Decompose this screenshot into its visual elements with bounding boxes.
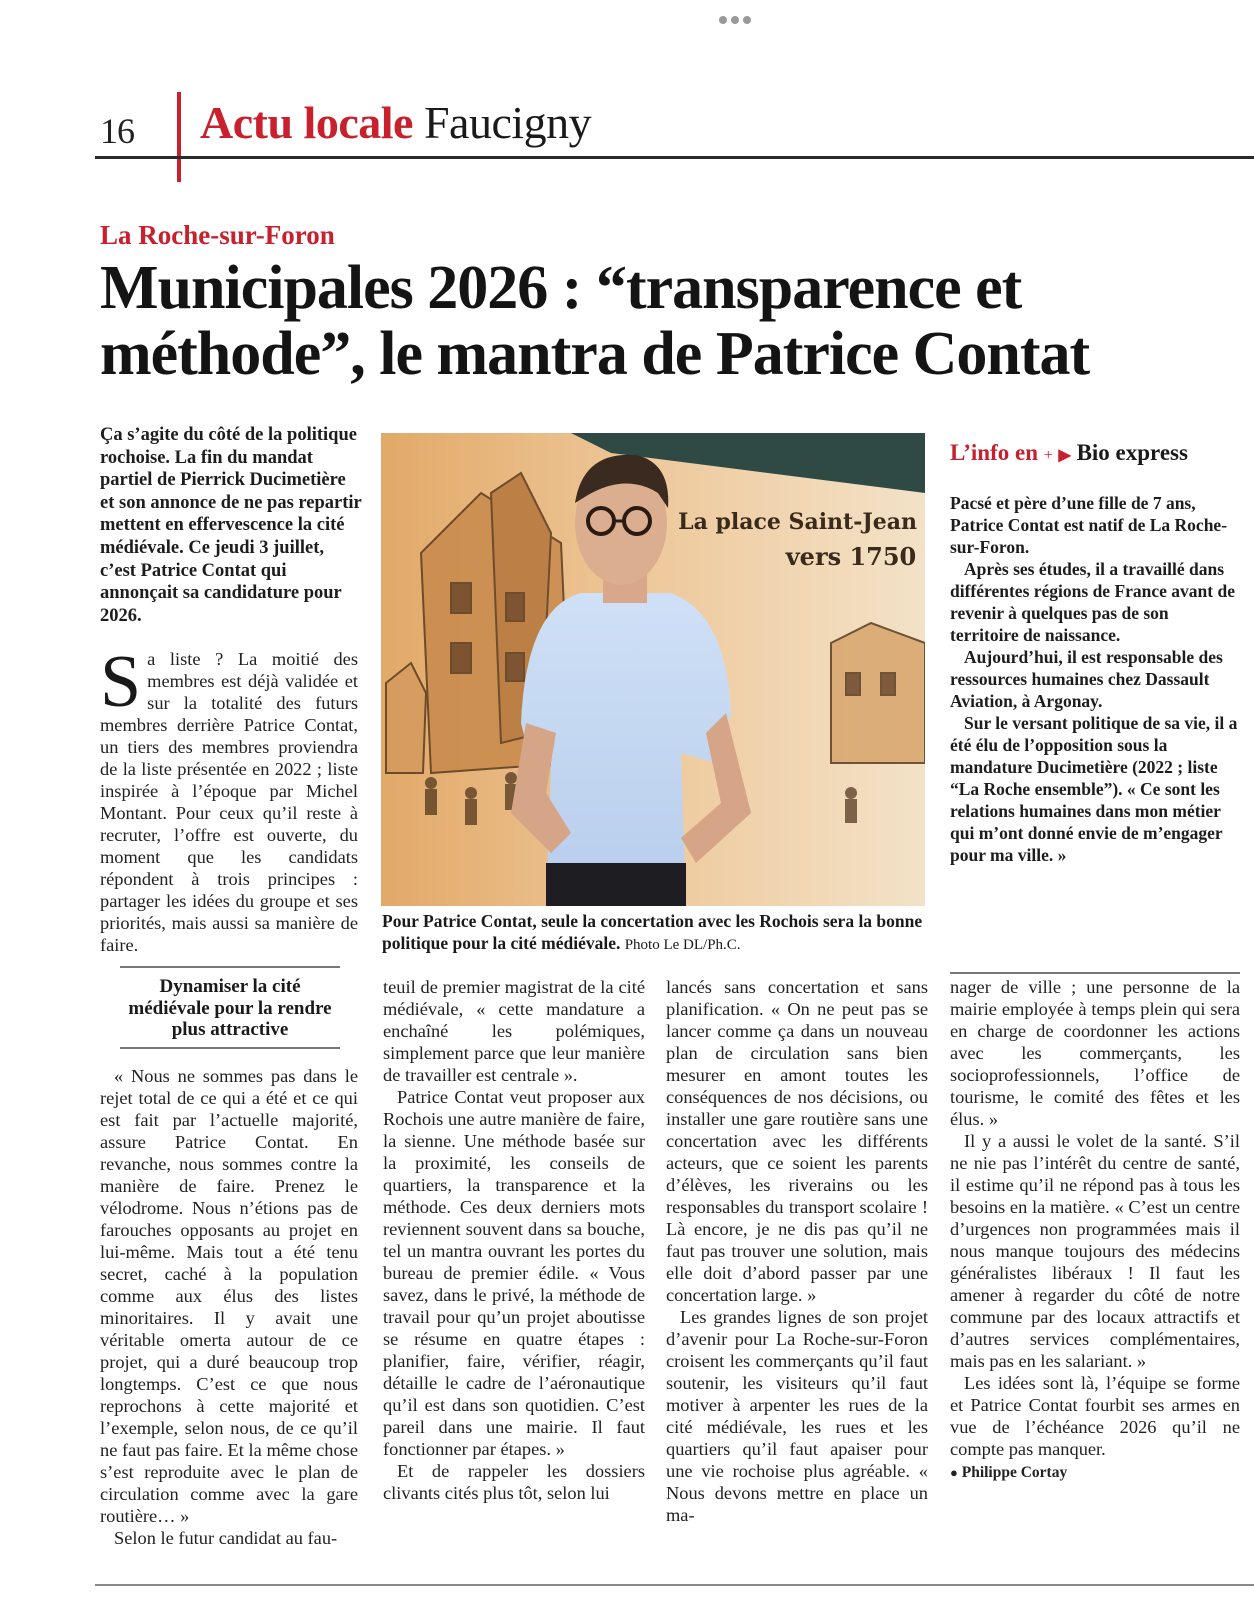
- caption-text: Pour Patrice Contat, seule la concertation avec les Rochois sera la bonne politique pour la cité médiévale.: [382, 911, 923, 953]
- more-options-icon[interactable]: [719, 16, 751, 24]
- body-paragraph: « Nous ne sommes pas dans le rejet total de ce qui a été et ce qui est fait par l’actuelle majorité, assure Patrice Contat. En revanche, nous sommes contre la manière de faire. Prenez le vélodrome. Nous n’étions pas de farouches opposants au projet en lui-même. Mais tout a été tenu secret, caché à la population comme aux élus des listes minoritaires. Il y avait une véritable omerta autour de ce projet, qui a duré beaucoup trop longtemps. C’est ce que nous reprochons à cette majorité et l’exemple, selon nous, de ce qu’il ne faut pas faire. Et la même chose s’est reproduite avec le plan de circulation comme avec la gare routière… »: [100, 1066, 358, 1526]
- intertitle-rule-bottom: [120, 1047, 340, 1049]
- column-4-rule: [950, 972, 1240, 974]
- lead-text: a liste ? La moitié des membres est déjà validée et sur la totalité des futurs membres derrière Patrice Contat, un tiers des membres proviendra de la liste présentée en 2022 ; liste inspirée à l’époque par Michel Montant. Pour ceux qu’il reste à recruter, l’offre est ouverte, du moment que les candidats répondent à trois principes : partager les idées du groupe et ses priorités, mais aussi sa manière de faire.: [100, 649, 358, 955]
- article-column-2: [383, 976, 645, 1504]
- sidebar-label: L’info en: [950, 440, 1038, 465]
- body-paragraph: Les grandes lignes de son projet d’avenir pour La Roche-sur-Foron croisent les commerçants qu’il faut soutenir, les visiteurs qu’il faut motiver à arpenter les rues de la cité médiévale, les rues et les quartiers qu’il faut apaiser pour une vie rochoise plus agréable. « Nous devons mettre en place un ma-: [666, 1307, 928, 1525]
- section-title-area: Faucigny: [423, 97, 592, 148]
- author-name: Philippe Cortay: [961, 1464, 1068, 1481]
- body-paragraph: Selon le futur candidat au fau-: [114, 1528, 338, 1548]
- sidebar-heading: Bio express: [1076, 440, 1188, 465]
- header-rule: [95, 156, 1254, 159]
- lead-paragraph: [100, 641, 358, 956]
- body-paragraph: Il y a aussi le volet de la santé. S’il ne nie pas l’intérêt du centre de santé, il estime qu’il ne répond pas à tous les besoins en la matière. « C’est un centre d’urgences non programmées mais il nous manque toujours des médecins généralistes libéraux ! Il faut les amener à regarder du côté de notre commune par des locaux attractifs et d’autres services complémentaires, mais pas en les salariant. »: [950, 1131, 1240, 1371]
- article-photo[interactable]: [381, 433, 925, 906]
- bullet-icon: ●: [950, 1465, 958, 1480]
- photo-credit: Photo Le DL/Ph.C.: [624, 937, 741, 953]
- play-triangle-icon: ▶: [1058, 447, 1071, 464]
- photo-caption: [382, 910, 942, 956]
- intertitle-block: [120, 966, 340, 1049]
- author-byline: [950, 1462, 1240, 1484]
- article-standfirst: Ça s’agite du côté de la politique rochoise. La fin du mandat partiel de Pierrick Ducimetière et son annonce de ne pas repartir mettent en effervescence la cité médiévale. Ce jeudi 3 juillet, c’est Patrice Contat qui annonçait sa candidature pour 2026.: [100, 425, 362, 626]
- dot: [719, 16, 727, 24]
- body-paragraph: teuil de premier magistrat de la cité médiévale, « cette mandature a enchaîné les polémiques, simplement parce que leur manière de travailler est centrale ».: [383, 977, 645, 1085]
- article-kicker: La Roche-sur-Foron: [100, 220, 335, 250]
- body-paragraph: lancés sans concertation et sans planification. « On ne peut pas se lancer comme ça dans un nouveau plan de circulation sans bien mesurer en amont toutes les conséquences de nos décisions, ou installer une gare routière sans une concertation avec les différents acteurs, que ce soient les parents d’élèves, les riverains ou les responsables du transport scolaire ! Là encore, je ne dis pas qu’il ne faut pas trouver une solution, mais elle doit d’abord passer par une concertation large. »: [666, 977, 928, 1305]
- body-paragraph: Et de rappeler les dossiers clivants cités plus tôt, selon lui: [383, 1461, 645, 1503]
- sidebar-plus: +: [1043, 447, 1053, 464]
- body-paragraph: Patrice Contat veut proposer aux Rochois une autre manière de faire, la sienne. Une méthode basée sur la proximité, les conseils de quartiers, la transparence et la méthode. Ces deux derniers mots reviennent souvent dans sa bouche, tel un mantra ouvrant les portes du bureau de premier édile. « Vous savez, dans le privé, la méthode de travail pour qu’un projet aboutisse se résume en quatre étapes : planifier, faire, vérifier, réagir, détaille le cadre de l’aéronautique qu’il est dans son quotidien. C’est pareil dans une mairie. Il faut fonctionner par étapes. »: [383, 1087, 645, 1459]
- bio-paragraph: Aujourd’hui, il est responsable des ressources humaines chez Dassault Aviation, à Argonay.: [950, 647, 1223, 711]
- article-headline: Municipales 2026 : “transparence et méthode”, le mantra de Patrice Contat: [100, 254, 1090, 388]
- body-paragraph: Les idées sont là, l’équipe se forme et Patrice Contat fourbit ses armes en vue de l’échéance 2026 qu’il ne compte pas manquer.: [950, 1373, 1240, 1459]
- article-column-1: [100, 1065, 358, 1549]
- bio-paragraph: Après ses études, il a travaillé dans différentes régions de France avant de revenir à quelques pas de son territoire de naissance.: [950, 559, 1235, 645]
- sidebar-title: [950, 440, 1188, 466]
- drop-cap: S: [100, 641, 142, 723]
- section-divider-bar: [177, 92, 181, 182]
- photo-illustration: [381, 433, 925, 906]
- bio-paragraph: Pacsé et père d’une fille de 7 ans, Patrice Contat est natif de La Roche-sur-Foron.: [950, 493, 1228, 557]
- body-paragraph: nager de ville ; une personne de la mairie employée à temps plein qui sera en charge de coordonner les actions avec les commerçants, les socioprofessionnels, l’office de tourisme, le comité des fêtes et les élus. »: [950, 977, 1240, 1129]
- article-column-3: [666, 976, 928, 1526]
- mural-title: La place Saint-Jean: [678, 509, 917, 535]
- dot: [731, 16, 739, 24]
- bio-express-box: [950, 492, 1240, 866]
- section-title-main: Actu locale: [200, 97, 413, 148]
- article-column-4: [950, 976, 1240, 1484]
- page-number: 16: [100, 111, 134, 151]
- intertitle: Dynamiser la cité médiévale pour la rendre plus attractive: [128, 976, 332, 1040]
- dot: [743, 16, 751, 24]
- section-title: [200, 96, 591, 149]
- article-lead: [100, 641, 358, 956]
- bio-paragraph: Sur le versant politique de sa vie, il a été élu de l’opposition sous la mandature Ducimetière (2022 ; liste “La Roche ensemble”). « Ce sont les relations humaines dans mon métier qui m’ont donné envie de m’engager pour ma ville. »: [950, 713, 1238, 865]
- mural-date: vers 1750: [785, 542, 917, 571]
- footer-rule: [95, 1584, 1254, 1586]
